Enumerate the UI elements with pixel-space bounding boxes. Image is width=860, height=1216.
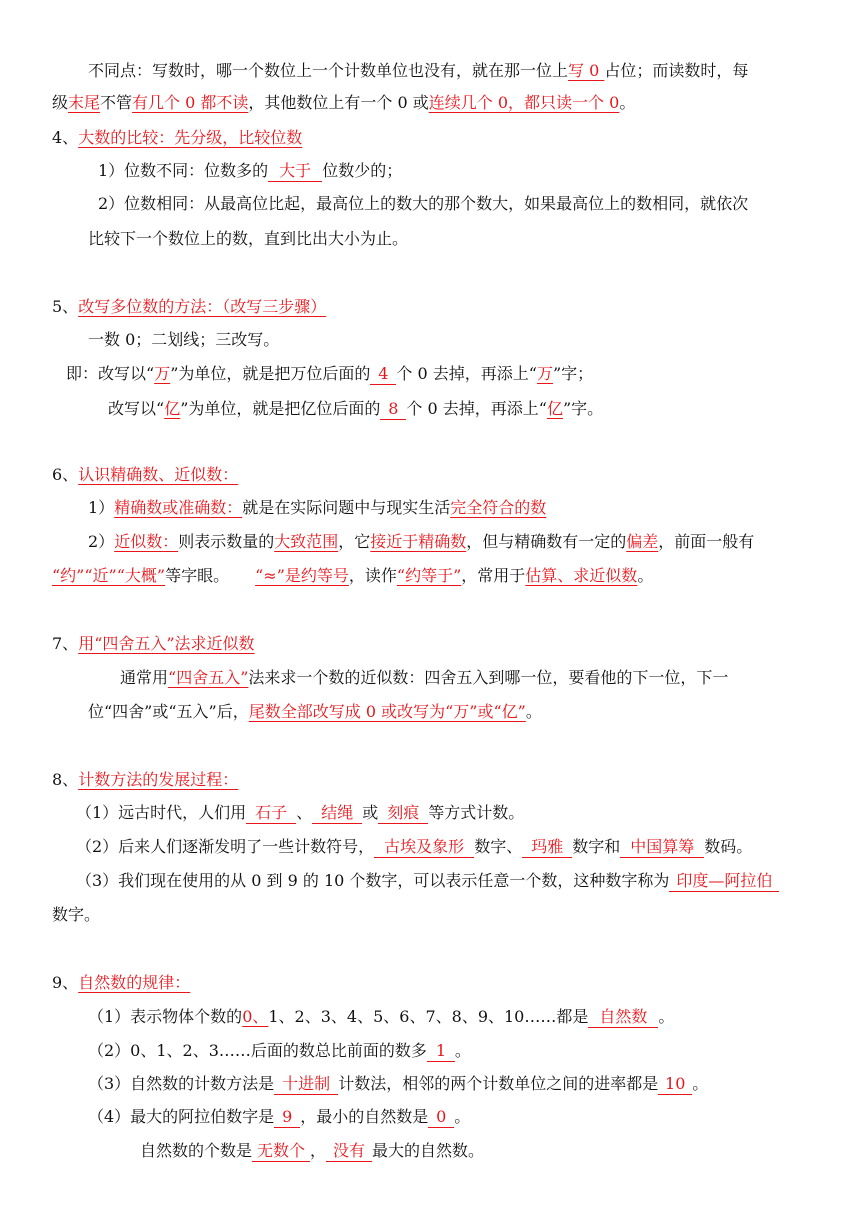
text: 不同点：写数时，哪一个数位上一个计数单位也没有，就在那一位上 — [88, 61, 569, 80]
answer-estimate: 估算、求近似数 — [525, 566, 638, 585]
text: 自然数的个数是 — [140, 1141, 253, 1160]
section-number: 9、 — [52, 973, 79, 992]
text: （3）自然数的计数方法是 — [88, 1074, 275, 1093]
sec5-line-2 — [66, 363, 593, 385]
answer-rounding: “四舍五入” — [168, 668, 249, 687]
answer-exact-match: 完全符合的数 — [450, 498, 547, 517]
text: 等方式计数。 — [428, 803, 525, 822]
sec9-line-1 — [88, 1006, 674, 1028]
answer-range: 大致范围 — [274, 532, 339, 551]
answer-none: 没有 — [326, 1141, 372, 1162]
sec9-line-2 — [88, 1040, 471, 1062]
answer-infinite: 无数个 — [252, 1141, 310, 1162]
answer-chinese-rods: 中国算筹 — [620, 837, 704, 858]
text: 数码。 — [704, 837, 753, 856]
sec8-line-4: 数字。 — [52, 905, 101, 924]
answer-zero: 0、 — [242, 1007, 269, 1026]
section-number: 8、 — [52, 770, 79, 789]
answer-deviation: 偏差 — [626, 532, 659, 551]
sec3-line-1 — [88, 60, 748, 82]
text: 。 — [454, 1041, 471, 1060]
text: （3）我们现在使用的从 0 到 9 的 10 个数字，可以表示任意一个数，这种数字称为 — [76, 871, 670, 890]
text: 个 0 去掉，再添上“ — [406, 399, 547, 418]
text: 占位；而读数时，每 — [604, 61, 749, 80]
text: 最大的自然数。 — [372, 1141, 485, 1160]
answer-not-read: 有几个 0 都不读 — [132, 93, 249, 112]
section-number: 4、 — [52, 128, 79, 147]
text: ，它 — [338, 532, 371, 551]
text: 位“四舍”或“五入”后， — [88, 702, 249, 721]
answer-yi: 亿 — [164, 399, 181, 418]
answer-zero: 0 — [428, 1107, 454, 1128]
section-title: 大数的比较：先分级，比较位数 — [78, 128, 303, 147]
sec8-line-2 — [76, 836, 752, 858]
sec7-heading — [52, 633, 255, 655]
sec4-heading — [52, 127, 302, 149]
answer-yi: 亿 — [546, 399, 563, 418]
text: 2） — [88, 532, 115, 551]
sec6-line-2 — [88, 531, 754, 553]
sec4-line-3: 比较下一个数位上的数，直到比出大小为止。 — [88, 229, 409, 248]
term-approx-number: 近似数： — [114, 532, 179, 551]
sec4-line-1 — [98, 160, 402, 182]
text: 。 — [658, 1007, 675, 1026]
section-number: 7、 — [52, 634, 79, 653]
text: （4）最大的阿拉伯数字是 — [88, 1107, 275, 1126]
answer-natural-number: 自然数 — [588, 1007, 658, 1028]
answer-greater: 大于 — [268, 161, 322, 182]
sec4-line-2: 2）位数相同：从最高位比起，最高位上的数大的那个数大，如果最高位上的数相同，就依次 — [98, 194, 749, 213]
section-number: 5、 — [52, 297, 79, 316]
answer-wan: 万 — [154, 364, 171, 383]
sec7-line-2 — [88, 701, 542, 723]
text: ，常用于 — [461, 566, 526, 585]
text: ，其他数位上有一个 0 或 — [248, 93, 429, 112]
text: （2）后来人们逐渐发明了一些计数符号， — [76, 837, 375, 856]
answer-one: 1 — [427, 1041, 455, 1062]
text: 、 — [296, 803, 313, 822]
answer-maya: 玛雅 — [522, 837, 572, 858]
answer-nine: 9 — [274, 1107, 300, 1128]
section-title: 改写多位数的方法：（改写三步骤） — [78, 297, 327, 316]
text: ， — [310, 1141, 327, 1160]
text: 1） — [88, 498, 115, 517]
sec9-heading — [52, 972, 190, 994]
text: 就是在实际问题中与现实生活 — [242, 498, 451, 517]
text: ，读作 — [348, 566, 397, 585]
text: 。 — [637, 566, 654, 585]
text: ”字； — [552, 364, 594, 383]
text: ”字。 — [562, 399, 604, 418]
text: 数字和 — [572, 837, 621, 856]
sec6-line-1 — [88, 497, 546, 519]
section-number: 6、 — [52, 465, 79, 484]
text: ”为单位，就是把万位后面的 — [170, 364, 371, 383]
text: 数字、 — [474, 837, 523, 856]
text: 通常用 — [120, 668, 169, 687]
text: 。 — [525, 702, 542, 721]
section-title: 用“四舍五入”法求近似数 — [78, 634, 255, 653]
answer-stones: 石子 — [246, 803, 296, 824]
answer-read-one-zero: 连续几个 0，都只读一个 0 — [428, 93, 620, 112]
answer-close-to-exact: 接近于精确数 — [370, 532, 467, 551]
sec5-line-1: 一数 0；二划线；三改写。 — [88, 330, 280, 349]
text: 或 — [362, 803, 379, 822]
answer-level-end: 末尾 — [68, 93, 101, 112]
text: ”为单位，就是把亿位后面的 — [180, 399, 381, 418]
text: 。 — [454, 1107, 471, 1126]
section-title: 自然数的规律： — [78, 973, 191, 992]
sec9-line-5 — [140, 1140, 484, 1162]
sec6-line-3 — [52, 565, 653, 587]
text: 即：改写以“ — [66, 364, 155, 383]
answer-eight: 8 — [380, 399, 406, 420]
text: 。 — [692, 1074, 709, 1093]
sec8-line-1 — [76, 802, 524, 824]
sec3-line-2 — [52, 92, 635, 114]
term-exact-number: 精确数或准确数： — [114, 498, 243, 517]
text: 1、2、3、4、5、6、7、8、9、10……都是 — [268, 1007, 589, 1026]
answer-read-as: “约等于” — [396, 566, 462, 585]
answer-egyptian: 古埃及象形 — [374, 837, 474, 858]
text: 位数少的； — [322, 161, 403, 180]
answer-rewrite-tail: 尾数全部改写成 0 或改写为“万”或“亿” — [248, 702, 526, 721]
text: （1）表示物体个数的 — [88, 1007, 243, 1026]
sec7-line-1 — [120, 667, 728, 689]
text: ，最小的自然数是 — [300, 1107, 429, 1126]
sec5-heading — [52, 296, 326, 318]
text: ，但与精确数有一定的 — [466, 532, 627, 551]
section-title: 计数方法的发展过程： — [78, 770, 239, 789]
sec8-heading — [52, 769, 238, 791]
answer-ten: 10 — [658, 1074, 692, 1095]
answer-approx-words: “约”“近”“大概” — [52, 566, 166, 585]
text: 等字眼。 — [165, 566, 230, 585]
text: 级 — [52, 93, 69, 112]
answer-write-zero: 写 0 — [568, 61, 605, 80]
answer-wan: 万 — [536, 364, 553, 383]
answer-approx-sign: “≈”是约等号 — [255, 566, 349, 585]
section-title: 认识精确数、近似数： — [78, 465, 239, 484]
sec9-line-3 — [88, 1073, 708, 1095]
text: 不管 — [100, 93, 133, 112]
text: （2）0、1、2、3……后面的数总比前面的数多 — [88, 1041, 427, 1060]
text: 1）位数不同：位数多的 — [98, 161, 269, 180]
text: ，前面一般有 — [658, 532, 755, 551]
answer-notches: 刻痕 — [378, 803, 428, 824]
text: 计数法，相邻的两个计数单位之间的进率都是 — [338, 1074, 659, 1093]
sec9-line-4 — [88, 1106, 470, 1128]
sec5-line-3 — [108, 398, 603, 420]
text: 法来求一个数的近似数：四舍五入到哪一位，要看他的下一位，下一 — [248, 668, 729, 687]
text: 。 — [619, 93, 636, 112]
sec6-heading — [52, 464, 238, 486]
sec8-line-3 — [76, 870, 779, 892]
answer-hindu-arabic: 印度—阿拉伯 — [669, 871, 779, 892]
text: 个 0 去掉，再添上“ — [396, 364, 537, 383]
answer-four: 4 — [370, 364, 396, 385]
text: （1）远古时代，人们用 — [76, 803, 247, 822]
text: 则表示数量的 — [178, 532, 275, 551]
text: 改写以“ — [108, 399, 165, 418]
answer-knots: 结绳 — [312, 803, 362, 824]
answer-decimal: 十进制 — [274, 1074, 338, 1095]
